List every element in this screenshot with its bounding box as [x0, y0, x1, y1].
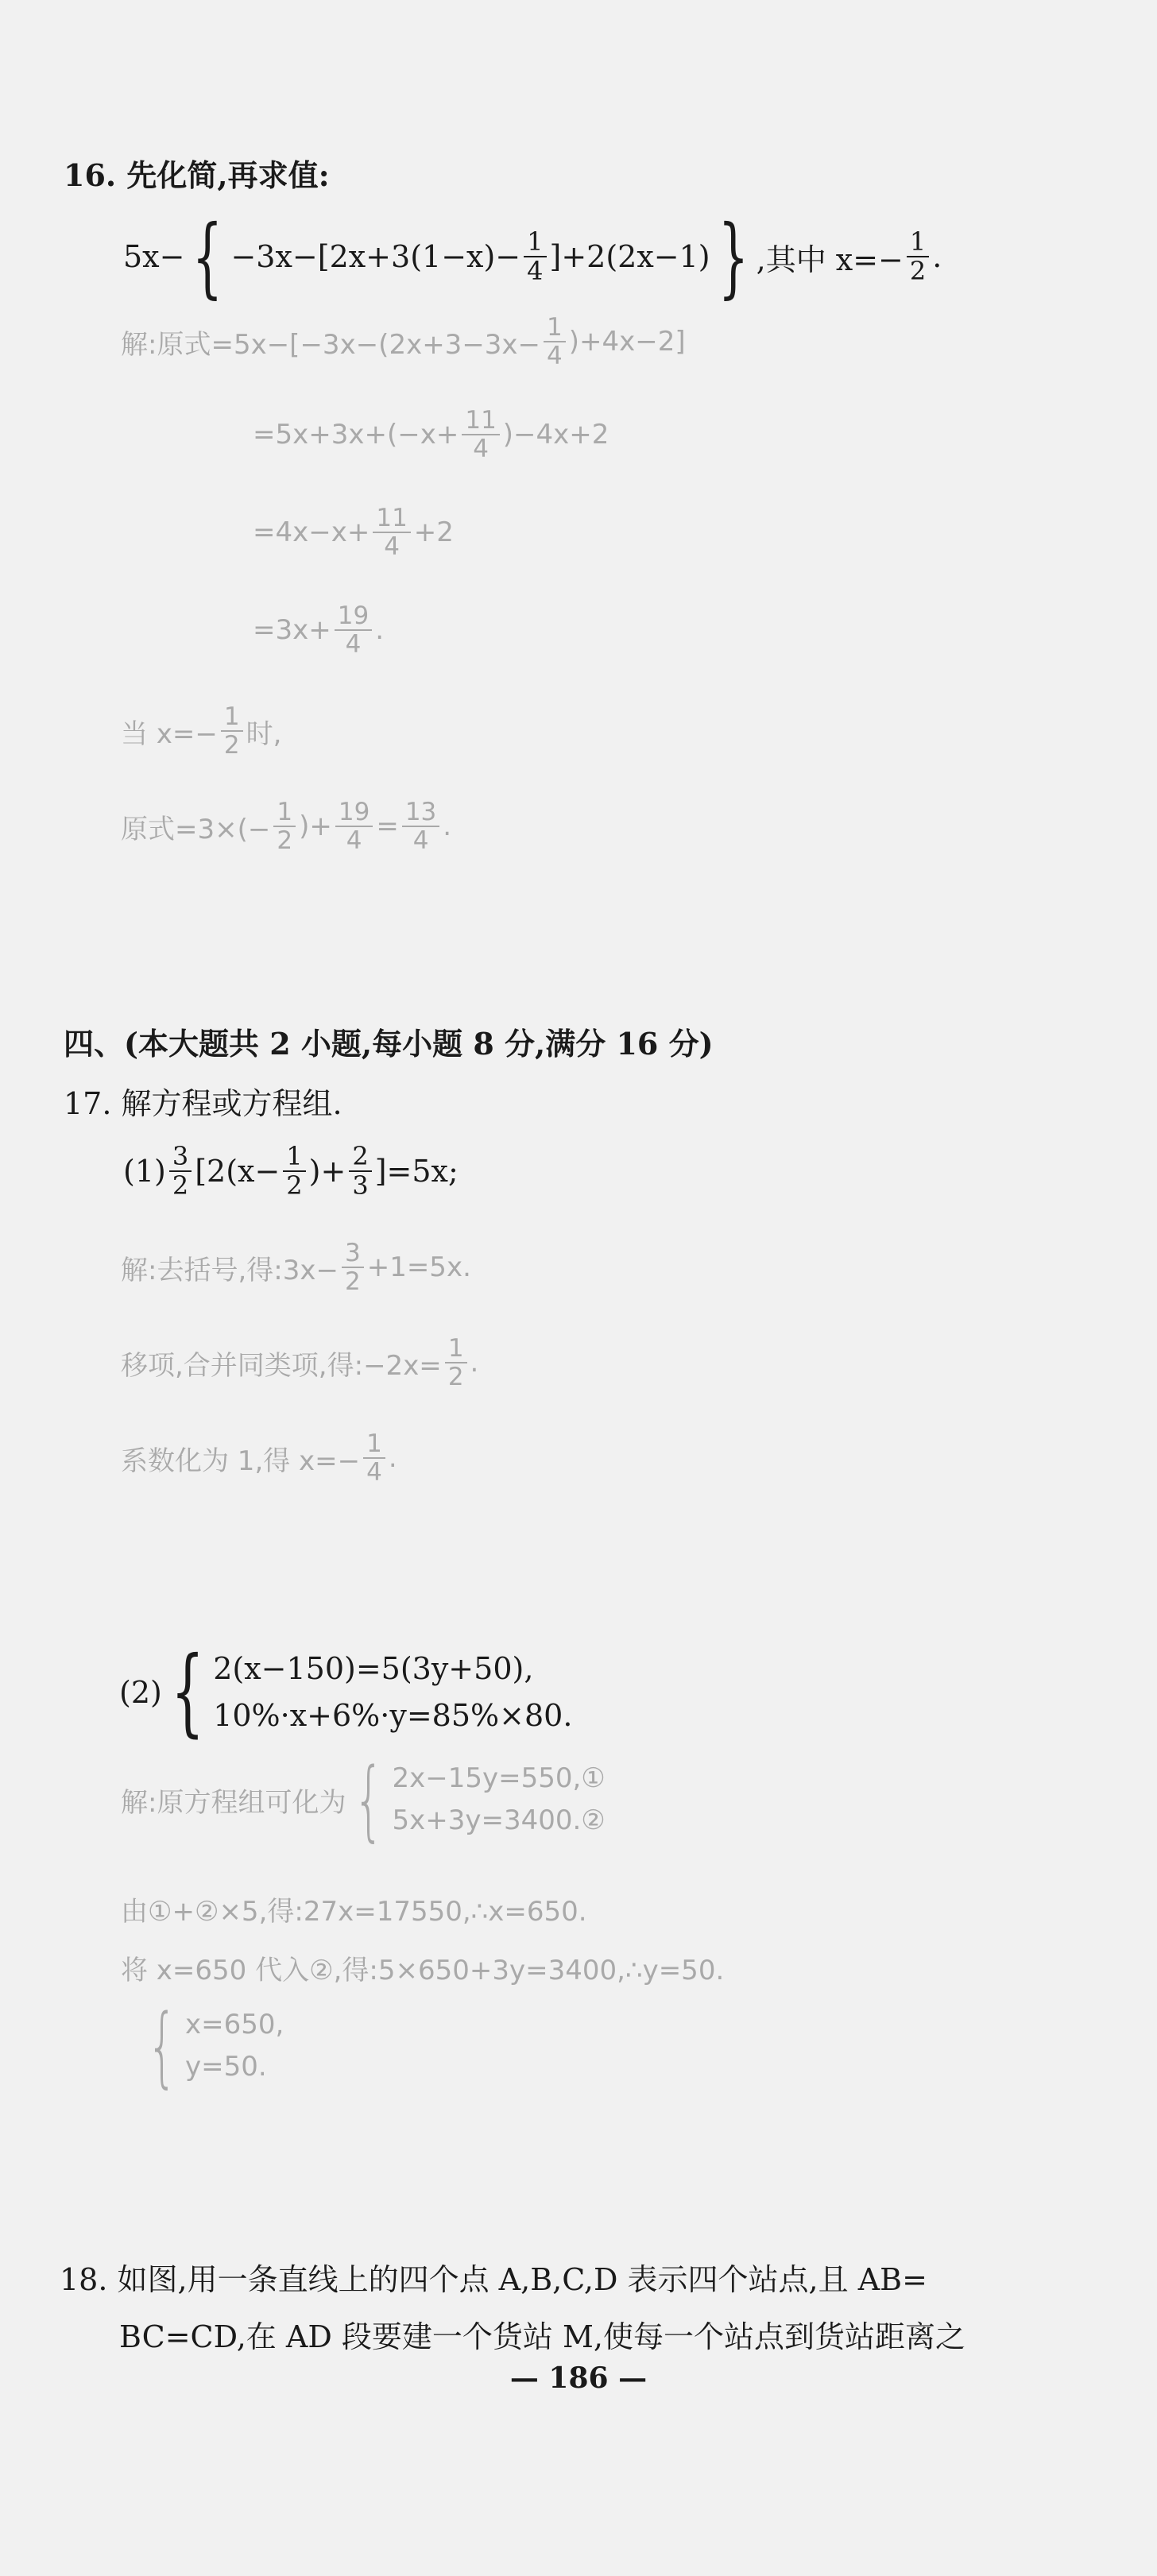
q17-answer-1-line-3: 系数化为 1,得 x=− $\frac{1}{4}$ . [121, 1429, 397, 1487]
q17-answer-1-line-1: 解:去括号,得:3x− $\frac{3}{2}$ +1=5x. [121, 1239, 471, 1297]
q16-expr-a: 5x− [123, 239, 185, 274]
q17-part-2-eq-2: 10%·x+6%·y=85%×80. [213, 1698, 573, 1733]
right-brace: } [718, 206, 749, 307]
q16-solution-line-1: 解:原式=5x−[−3x−(2x+3−3x− $\frac{1}{4}$ )+4x−2] [121, 313, 686, 371]
q18-line-1: 18. 如图,用一条直线上的四个点 A,B,C,D 表示四个站点,且 AB= [60, 2262, 927, 2297]
q16-frac-half: $\frac{1}{2}$ [907, 228, 929, 285]
q16-solution-line-4: =3x+ $\frac{19}{4}$ . [253, 601, 384, 659]
q16-solution-line-2: =5x+3x+(−x+ $\frac{11}{4}$ )−4x+2 [253, 406, 609, 464]
q16-frac-quarter: $\frac{1}{4}$ [524, 228, 546, 285]
q16-heading: 16. 先化简,再求值: [64, 157, 330, 193]
left-brace: { [192, 206, 223, 307]
q16-expr-end: . [932, 239, 942, 274]
q16-solution-line-5: 当 x=− $\frac{1}{2}$ 时, [121, 702, 282, 760]
q17-answer-1-line-2: 移项,合并同类项,得:−2x= $\frac{1}{2}$ . [121, 1334, 479, 1392]
q16-expr-b: −3x−[2x+3(1−x)− [230, 239, 521, 274]
q16-solution-line-3: =4x−x+ $\frac{11}{4}$ +2 [253, 504, 454, 562]
q16-expression [123, 206, 942, 307]
q17-heading: 17. 解方程或方程组. [64, 1086, 342, 1121]
q17-answer-2-line-4: { x=650, y=50. [146, 1995, 284, 2097]
page-number: — 186 — [509, 2361, 648, 2395]
q16-expr-d: ,其中 x=− [756, 242, 904, 277]
q17-answer-2-line-2: 由①+②×5,得:27x=17550,∴x=650. [121, 1896, 587, 1928]
q17-part-2: (2) { 2(x−150)=5(3y+50), 10%·x+6%·y=85%×80. [119, 1637, 573, 1747]
q17-answer-2-line-3: 将 x=650 代入②,得:5×650+3y=3400,∴y=50. [121, 1955, 725, 1986]
q16-solution-line-6: 原式=3×(− $\frac{1}{2}$ )+ $\frac{19}{4}$ = $\frac{13}{4}$ . [121, 798, 452, 856]
q16-expr-c: ]+2(2x−1) [549, 239, 710, 274]
q17-part-1: (1) $\frac{3}{2}$ [2(x− $\frac{1}{2}$ )+ $\frac{2}{3}$ ]=5x; [123, 1141, 459, 1201]
section-4-heading: 四、(本大题共 2 小题,每小题 8 分,满分 16 分) [64, 1026, 714, 1062]
q17-answer-2-line-1: 解:原方程组可化为 { 2x−15y=550,① 5x+3y=3400.② [121, 1749, 606, 1851]
q18-line-2: BC=CD,在 AD 段要建一个货站 M,使每一个站点到货站距离之 [119, 2319, 965, 2354]
q17-part-2-eq-1: 2(x−150)=5(3y+50), [213, 1651, 534, 1687]
